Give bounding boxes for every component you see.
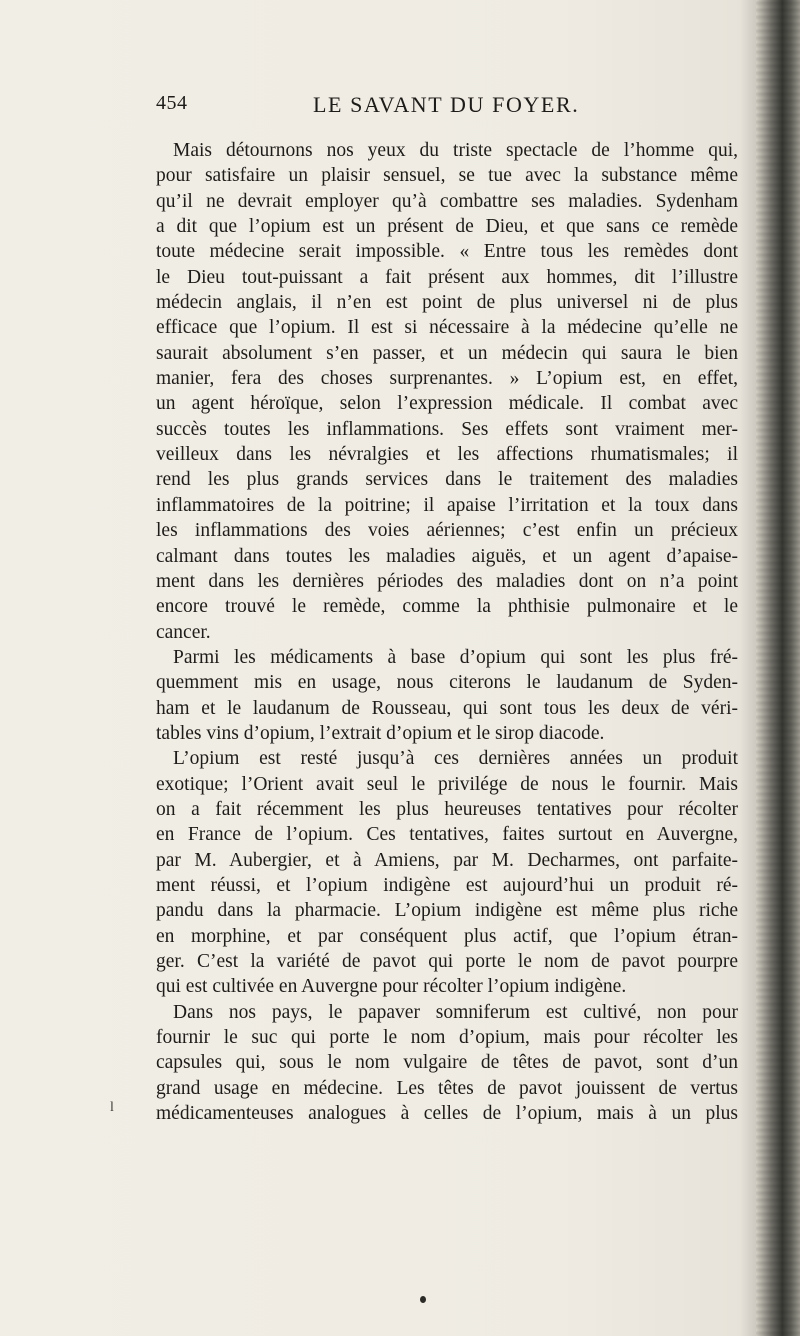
page-edge xyxy=(756,0,800,1336)
text-line: saurait absolument s’en passer, et un médecin qui saura le bien xyxy=(156,342,738,364)
text-line: encore trouvé le remède, comme la phthisie pulmonaire et le xyxy=(156,596,738,618)
text-line: médecin anglais, il n’en est point de plus universel ni de plus xyxy=(156,292,738,314)
text-line: calmant dans toutes les maladies aiguës, et un agent d’apaise- xyxy=(156,545,738,567)
text-line: L’opium est resté jusqu’à ces dernières années un produit xyxy=(173,748,738,770)
text-line: en morphine, et par conséquent plus actif, que l’opium étran- xyxy=(156,925,738,947)
text-line: rend les plus grands services dans le traitement des maladies xyxy=(156,469,738,491)
text-line: pour satisfaire un plaisir sensuel, se tue avec la substance même xyxy=(156,165,738,187)
body-text xyxy=(156,138,738,1126)
text-line: grand usage en médecine. Les têtes de pavot jouissent de vertus xyxy=(156,1077,738,1099)
text-line: ment réussi, et l’opium indigène est aujourd’hui un produit ré- xyxy=(156,874,738,896)
text-line: a dit que l’opium est un présent de Dieu, et que sans ce remède xyxy=(156,216,738,238)
text-line: le Dieu tout-puissant a fait présent aux hommes, dit l’illustre xyxy=(156,266,738,288)
text-line: ger. C’est la variété de pavot qui porte le nom de pavot pourpre xyxy=(156,951,738,972)
text-line: en France de l’opium. Ces tentatives, faites surtout en Auvergne, xyxy=(156,824,738,846)
text-line: manier, fera des choses surprenantes. » L’opium est, en effet, xyxy=(156,368,738,390)
text-line: par M. Aubergier, et à Amiens, par M. Decharmes, ont parfaite- xyxy=(156,849,738,871)
text-line: ment dans les dernières périodes des maladies dont on n’a point xyxy=(156,570,738,592)
running-title: LE SAVANT DU FOYER. xyxy=(313,92,580,117)
text-line: un agent héroïque, selon l’expression médicale. Il combat avec xyxy=(156,393,738,415)
text-line: on a fait récemment les plus heureuses tentatives pour récolter xyxy=(156,798,738,820)
ink-dot xyxy=(420,1296,426,1303)
page-number: 454 xyxy=(156,92,188,114)
text-line: veilleux dans les névralgies et les affections rhumatismales; il xyxy=(156,444,738,466)
text-line: qui est cultivée en Auvergne pour récolter l’opium indigène. xyxy=(156,976,627,998)
text-line: Dans nos pays, le papaver somniferum est cultivé, non pour xyxy=(173,1001,738,1023)
text-line: cancer. xyxy=(156,621,211,643)
text-line: Parmi les médicaments à base d’opium qui sont les plus fré- xyxy=(173,646,738,668)
text-line: tables vins d’opium, l’extrait d’opium et le sirop diacode. xyxy=(156,722,605,744)
text-line: toute médecine serait impossible. « Entre tous les remèdes dont xyxy=(156,241,738,263)
page-header xyxy=(156,92,676,122)
text-line: qu’il ne devrait employer qu’à combattre ses maladies. Sydenham xyxy=(156,190,738,212)
text-line: fournir le suc qui porte le nom d’opium, mais pour récolter les xyxy=(156,1027,738,1049)
text-line: inflammatoires de la poitrine; il apaise l’irritation et la toux dans xyxy=(156,494,738,516)
text-line: les inflammations des voies aériennes; c’est enfin un précieux xyxy=(156,520,738,542)
text-line: Mais détournons nos yeux du triste spectacle de l’homme qui, xyxy=(173,140,738,161)
text-line: capsules qui, sous le nom vulgaire de têtes de pavot, sont d’un xyxy=(156,1052,738,1074)
margin-mark: l xyxy=(110,1100,114,1115)
text-line: ham et le laudanum de Rousseau, qui sont tous les deux de véri- xyxy=(156,697,738,719)
text-line: efficace que l’opium. Il est si nécessaire à la médecine qu’elle ne xyxy=(156,317,738,339)
text-line: médicamenteuses analogues à celles de l’opium, mais à un plus xyxy=(156,1103,738,1125)
text-line: succès toutes les inflammations. Ses effets sont vraiment mer- xyxy=(156,418,738,440)
text-line: quemment mis en usage, nous citerons le laudanum de Syden- xyxy=(156,672,738,694)
text-line: pandu dans la pharmacie. L’opium indigène est même plus riche xyxy=(156,900,738,922)
text-line: exotique; l’Orient avait seul le privilége de nous le fournir. Mais xyxy=(156,773,738,795)
